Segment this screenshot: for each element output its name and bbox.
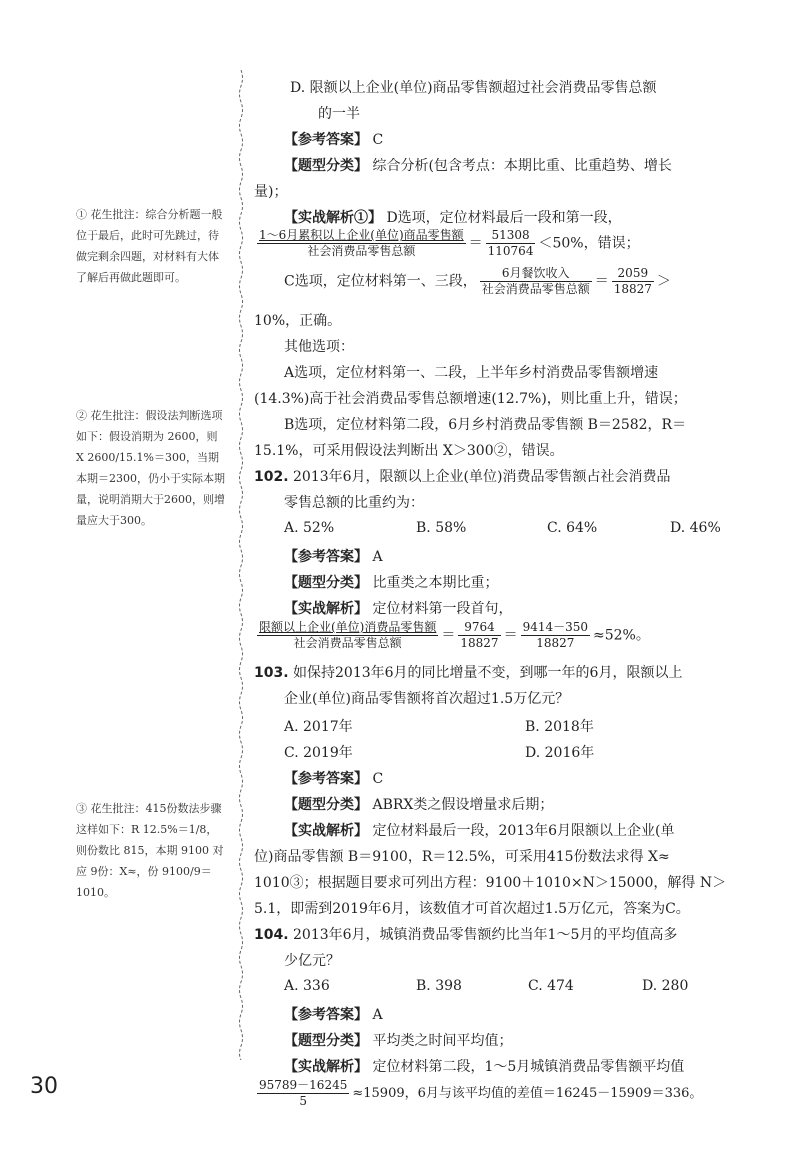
option-d: D. 46% <box>670 520 721 536</box>
side-note-1: ① 花生批注：综合分析题一般位于最后，此时可先跳过，待做完剩余四题，对材料有大体了解后再做此题即可。 <box>76 208 223 284</box>
analysis-row-101: 【实战解析①】 D选项，定位材料最后一段和第一段， <box>284 210 622 226</box>
question-103-stem-cont: 企业(单位)商品零售额将首次超过1.5万亿元？ <box>284 691 570 707</box>
answer-row-101: 【参考答案】 C <box>284 132 384 148</box>
answer-row-103: 【参考答案】 C <box>284 771 384 787</box>
margin-separator <box>237 70 245 1060</box>
text-line: 10%，正确。 <box>254 313 342 329</box>
question-104-stem: 104. 2013年6月，城镇消费品零售额约比当年1～5月的平均值高多 <box>254 927 678 943</box>
option-b: B. 58% <box>416 520 467 536</box>
formula-c: C选项，定位材料第一、三段， $\frac{\text{6月餐饮收入}}{\text{社会消费品零售总额}}$ ＝ $\frac{2059}{18827}$ ＞ <box>284 266 671 296</box>
analysis-row-104: 【实战解析】 定位材料第二段，1～5月城镇消费品零售额平均值 <box>284 1059 685 1075</box>
text-line: B选项，定位材料第二段，6月乡村消费品零售额 B＝2582，R＝ <box>284 417 687 433</box>
option-c: C. 2019年 <box>284 745 353 761</box>
text-line: 1010③；根据题目要求可列出方程：9100＋1010×N＞15000，解得 N＞ <box>254 875 727 891</box>
option-a: A. 2017年 <box>284 719 353 735</box>
option-d-line1: D. 限额以上企业(单位)商品零售额超过社会消费品零售总额 <box>290 80 657 96</box>
side-note-3: ③ 花生批注：415份数法步骤这样如下：R 12.5%＝1/8，则份数比 815，本期 9100 对应 9份：X≈，份 9100/9＝1010。 <box>76 802 224 899</box>
text-line: 位)商品零售额 B＝9100，R＝12.5%，可采用415份数法求得 X≈ <box>254 849 670 865</box>
option-c: C. 64% <box>547 520 598 536</box>
question-102-stem: 102. 2013年6月，限额以上企业(单位)消费品零售额占社会消费品 <box>254 469 671 485</box>
option-b: B. 398 <box>416 978 462 994</box>
answer-row-102: 【参考答案】 A <box>284 549 383 565</box>
option-a: A. 336 <box>284 978 330 994</box>
type-row-102: 【题型分类】 比重类之本期比重； <box>284 575 499 591</box>
question-102-stem-cont: 零售总额的比重约为： <box>284 495 424 511</box>
option-d: D. 2016年 <box>525 745 595 761</box>
analysis-row-103: 【实战解析】 定位材料最后一段，2013年6月限额以上企业(单 <box>284 823 675 839</box>
page-number: 30 <box>30 1074 58 1099</box>
side-note-2: ② 花生批注：假设法判断选项如下：假设消期为 2600，则 X 2600/15.1%＝300，当期本期＝2300，仍小于实际本期量，说明消期大于2600，则增量应大于300。 <box>76 409 225 527</box>
option-c: C. 474 <box>528 978 574 994</box>
text-line: A选项，定位材料第一、二段，上半年乡村消费品零售额增速 <box>284 365 659 381</box>
type-row-101-cont: 量)； <box>254 184 288 200</box>
text-line: 5.1，即需到2019年6月，该数值才可首次超过1.5万亿元，答案为C。 <box>254 901 690 917</box>
formula-104: $\frac{95789-16245}{5}$ ≈15909，6月与该平均值的差值＝16245－15909＝336。 <box>259 1078 703 1108</box>
question-103-stem: 103. 如保持2013年6月的同比增量不变，到哪一年的6月，限额以上 <box>254 665 683 681</box>
text-line: 15.1%，可采用假设法判断出 X＞300②，错误。 <box>254 443 564 459</box>
question-104-stem-cont: 少亿元？ <box>284 953 340 969</box>
option-a: A. 52% <box>284 520 335 536</box>
type-row-101: 【题型分类】 综合分析(包含考点：本期比重、比重趋势、增长 <box>284 158 672 174</box>
formula-102: $\frac{\text{限额以上企业(单位)消费品零售额}}{\text{社会消费品零售总额}}$ ＝ $\frac{9764}{18827}$ ＝ $\frac{9414-350}{18827}$ ≈52%。 <box>259 620 650 650</box>
type-row-104: 【题型分类】 平均类之时间平均值； <box>284 1033 513 1049</box>
other-options-heading: 其他选项： <box>284 339 354 355</box>
option-b: B. 2018年 <box>525 719 594 735</box>
analysis-row-102: 【实战解析】 定位材料第一段首句， <box>284 601 513 617</box>
option-d-line2: 的一半 <box>318 106 360 122</box>
formula-d: $\frac{\text{1～6月累积以上企业(单位)商品零售额}}{\text{社会消费品零售总额}}$ ＝ $\frac{51308}{110764}$ ＜50%，错误； <box>259 228 640 258</box>
answer-row-104: 【参考答案】 A <box>284 1007 383 1023</box>
type-row-103: 【题型分类】 ABRX类之假设增量求后期； <box>284 797 554 813</box>
text-line: (14.3%)高于社会消费品零售总额增速(12.7%)，则比重上升，错误； <box>254 391 687 407</box>
option-d: D. 280 <box>642 978 689 994</box>
